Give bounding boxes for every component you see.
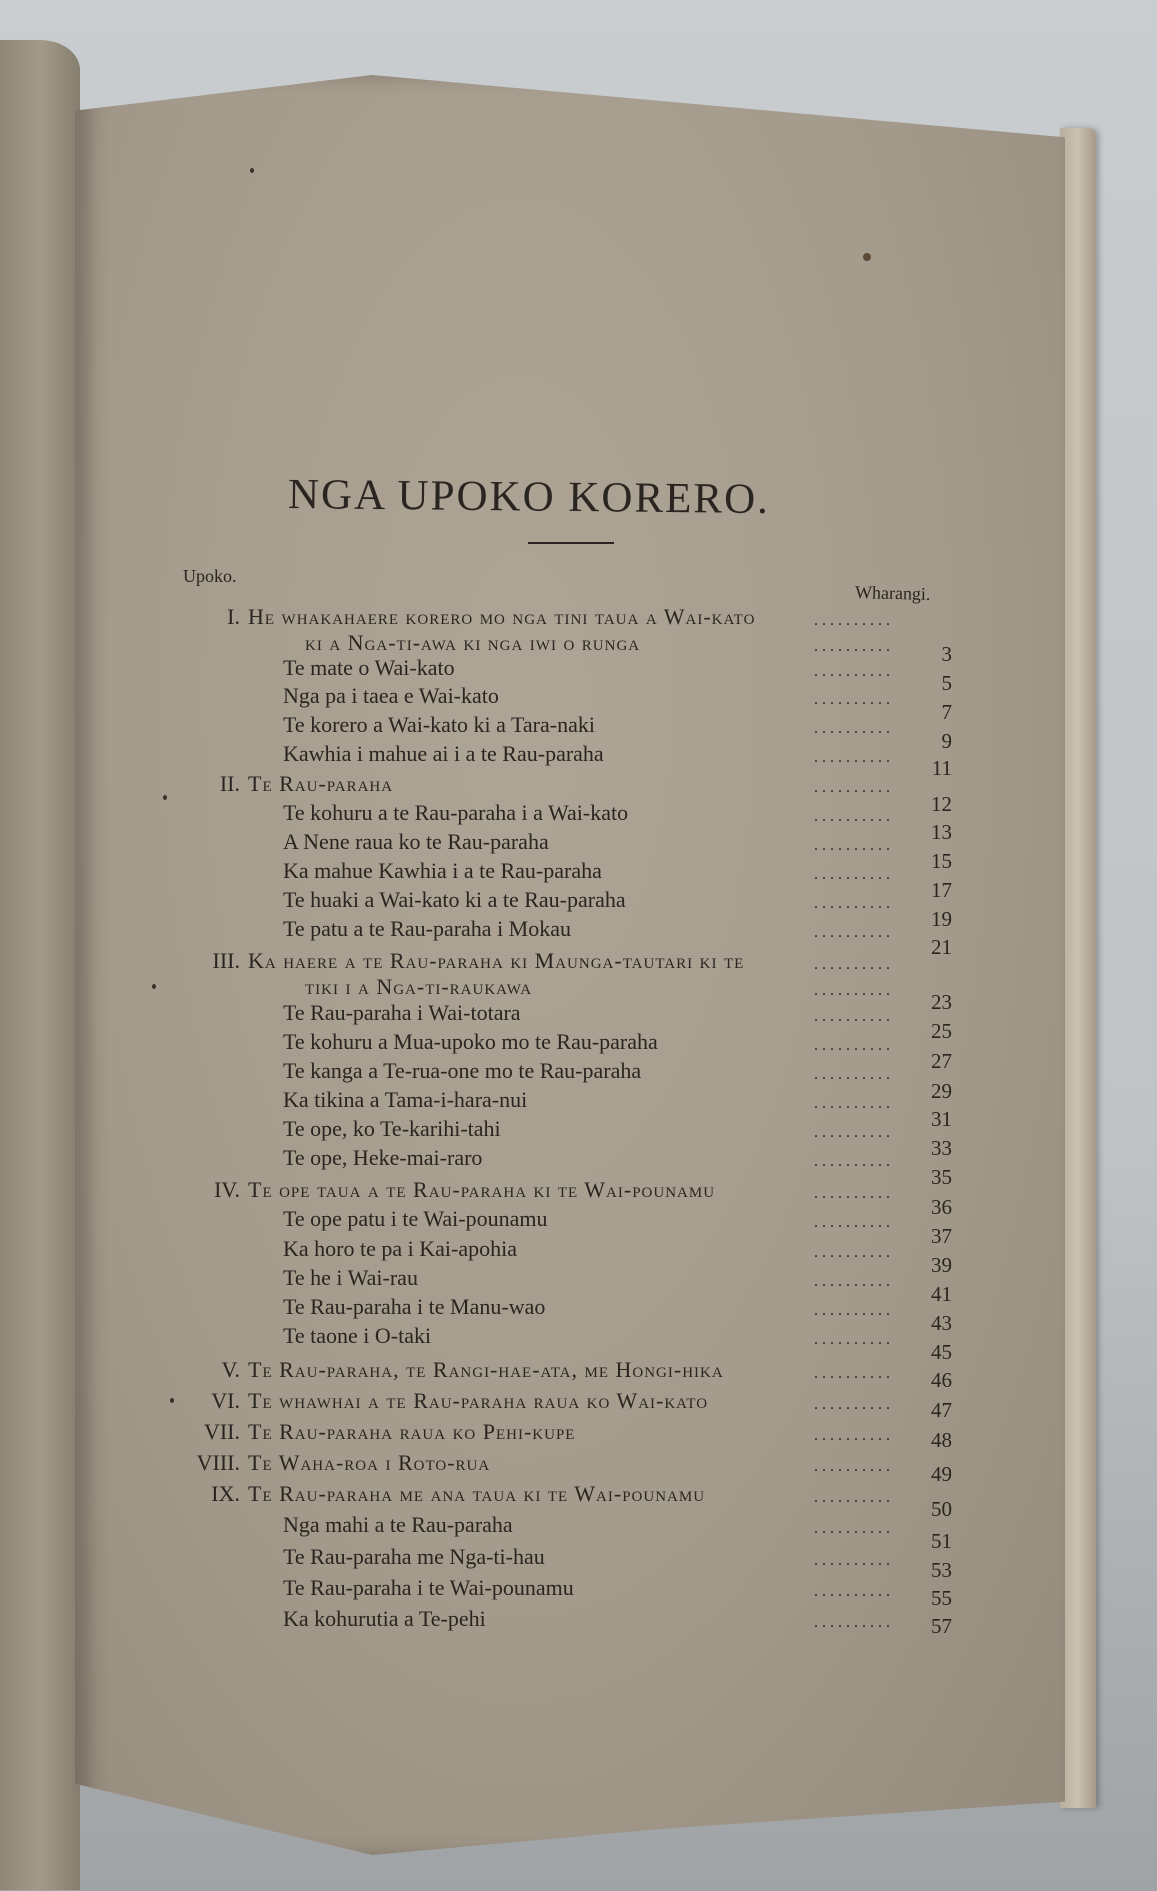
section-title: Ka tikina a Tama-i-hara-nui — [283, 1087, 528, 1112]
page-number: 25 — [931, 1019, 952, 1043]
page-number: 27 — [931, 1049, 952, 1073]
dot-leader: . . . . . . . . . . — [814, 808, 890, 825]
page-number: 23 — [931, 990, 952, 1014]
chapter-title: Te ope taua a te Rau-paraha ki te Wai-pounamu — [248, 1177, 716, 1202]
toc-entry — [0, 1357, 1157, 1392]
section-title: Ka mahue Kawhia i a te Rau-paraha — [283, 858, 602, 883]
page-number: 29 — [931, 1079, 952, 1103]
column-label-upoko: Upoko. — [183, 566, 237, 586]
chapter-title: Te Rau-paraha raua ko Pehi-kupe — [248, 1419, 576, 1444]
page-number: 57 — [931, 1614, 952, 1638]
toc-entry — [0, 655, 1157, 695]
section-title: Te korero a Wai-kato ki a Tara-naki — [283, 712, 595, 737]
page-number: 15 — [931, 849, 952, 873]
page-number: 7 — [941, 700, 952, 724]
toc-entry — [0, 1575, 1157, 1610]
section-title: Te huaki a Wai-kato ki a te Rau-paraha — [283, 887, 626, 912]
dot-leader: . . . . . . . . . . — [814, 638, 890, 655]
chapter-numeral: III. — [212, 948, 240, 973]
toc-entry — [0, 630, 1157, 666]
page-number: 45 — [931, 1340, 952, 1364]
page-number: 33 — [931, 1136, 952, 1160]
toc-entry — [0, 1206, 1157, 1248]
paper-speck — [163, 795, 167, 800]
dot-leader: . . . . . . . . . . — [814, 1037, 890, 1054]
section-title: Te Rau-paraha i Wai-totara — [283, 1000, 521, 1025]
dot-leader: . . . . . . . . . . — [814, 1520, 890, 1537]
toc-entry — [0, 948, 1157, 976]
toc-entry — [0, 712, 1157, 753]
toc-entry — [0, 916, 1157, 959]
section-title: Ka horo te pa i Kai-apohia — [283, 1236, 517, 1261]
dot-leader: . . . . . . . . . . — [814, 982, 890, 999]
section-title: Te ope patu i te Wai-pounamu — [283, 1206, 548, 1231]
dot-leader: . . . . . . . . . . — [814, 612, 890, 629]
paper-speck — [152, 984, 156, 989]
page-number: 12 — [931, 792, 952, 816]
section-title: Te ope, Heke-mai-raro — [283, 1145, 483, 1170]
chapter-numeral: II. — [219, 771, 240, 796]
section-title: Nga mahi a te Rau-paraha — [283, 1512, 513, 1537]
dot-leader: . . . . . . . . . . — [814, 1614, 890, 1631]
section-title: Te kanga a Te-rua-one mo te Rau-paraha — [283, 1058, 642, 1083]
dot-leader: . . . . . . . . . . — [814, 956, 890, 973]
page-title: NGA UPOKO KORERO. — [287, 471, 771, 524]
dot-leader: . . . . . . . . . . — [814, 1396, 890, 1413]
chapter-numeral: IX. — [211, 1481, 240, 1506]
section-title: Te patu a te Rau-paraha i Mokau — [283, 916, 572, 941]
section-title: Te Rau-paraha i te Wai-pounamu — [283, 1575, 574, 1600]
page-number: 48 — [931, 1428, 952, 1452]
page-number: 11 — [931, 756, 952, 780]
page-number: 39 — [931, 1253, 952, 1277]
chapter-title-continuation: ki a Nga-ti-awa ki nga iwi o runga — [305, 630, 641, 655]
dot-leader: . . . . . . . . . . — [814, 779, 890, 796]
page-number: 31 — [931, 1107, 952, 1131]
section-title: Te Rau-paraha me Nga-ti-hau — [283, 1544, 545, 1569]
toc-entry — [0, 1450, 1157, 1486]
page-number: 46 — [931, 1368, 952, 1392]
section-title: Te ope, ko Te-karihi-tahi — [283, 1116, 501, 1141]
chapter-title: Ka haere a te Rau-paraha ki Maunga-tautari ki te — [248, 948, 745, 973]
toc-entry — [0, 1265, 1157, 1306]
chapter-numeral: VII. — [203, 1419, 240, 1444]
dot-leader: . . . . . . . . . . — [814, 1185, 890, 1202]
page-number: 35 — [931, 1165, 952, 1189]
page-number: 43 — [931, 1311, 952, 1335]
chapter-numeral: V. — [221, 1357, 240, 1382]
dot-leader: . . . . . . . . . . — [814, 1095, 890, 1112]
section-title: Te he i Wai-rau — [283, 1265, 418, 1290]
dot-leader: . . . . . . . . . . — [814, 1008, 890, 1025]
section-title: Ka kohurutia a Te-pehi — [283, 1606, 486, 1631]
section-title: A Nene raua ko te Rau-paraha — [283, 829, 549, 854]
paper-speck — [250, 168, 254, 173]
dot-leader: . . . . . . . . . . — [814, 663, 890, 680]
section-title: Te kohuru a Mua-upoko mo te Rau-paraha — [283, 1029, 658, 1054]
section-title: Te mate o Wai-kato — [283, 655, 455, 680]
toc-entry — [0, 1236, 1157, 1277]
page-number: 37 — [931, 1224, 952, 1248]
page-number: 3 — [941, 642, 952, 666]
dot-leader: . . . . . . . . . . — [814, 1331, 890, 1348]
dot-leader: . . . . . . . . . . — [814, 1489, 890, 1506]
paper-stain — [863, 253, 871, 261]
chapter-title: Te Rau-paraha, te Rangi-hae-ata, me Hongi-hika — [248, 1357, 724, 1382]
page-number: 53 — [931, 1558, 952, 1582]
chapter-numeral: I. — [227, 604, 240, 629]
section-title: Te kohuru a te Rau-paraha i a Wai-kato — [283, 800, 629, 825]
chapter-numeral: VIII. — [196, 1450, 240, 1475]
chapter-title: Te whawhai a te Rau-paraha raua ko Wai-kato — [248, 1388, 709, 1413]
dot-leader: . . . . . . . . . . — [814, 1214, 890, 1231]
dot-leader: . . . . . . . . . . — [814, 691, 890, 708]
page-number: 36 — [931, 1195, 952, 1219]
page-number: 55 — [931, 1586, 952, 1610]
column-label-wharangi: Wharangi. — [854, 582, 931, 604]
dot-leader: . . . . . . . . . . — [814, 837, 890, 854]
toc-entry — [0, 1323, 1157, 1364]
dot-leader: . . . . . . . . . . — [814, 866, 890, 883]
chapter-title: He whakahaere korero mo nga tini taua a Wai-kato — [248, 604, 756, 629]
page-number: 13 — [931, 820, 952, 844]
page-number: 5 — [941, 671, 952, 695]
dot-leader: . . . . . . . . . . — [814, 1244, 890, 1261]
page-number: 21 — [931, 935, 952, 959]
toc-entry — [0, 741, 1157, 780]
dot-leader: . . . . . . . . . . — [814, 1273, 890, 1290]
page-number: 9 — [941, 729, 952, 753]
toc-entry — [0, 604, 1157, 632]
dot-leader: . . . . . . . . . . — [814, 1365, 890, 1382]
dot-leader: . . . . . . . . . . — [814, 1153, 890, 1170]
dot-leader: . . . . . . . . . . — [814, 1458, 890, 1475]
dot-leader: . . . . . . . . . . — [814, 720, 890, 737]
toc-entry — [0, 1481, 1157, 1521]
section-title: Nga pa i taea e Wai-kato — [283, 683, 499, 708]
paper-speck — [170, 1398, 174, 1403]
dot-leader: . . . . . . . . . . — [814, 1552, 890, 1569]
chapter-numeral: VI. — [211, 1388, 240, 1413]
dot-leader: . . . . . . . . . . — [814, 749, 890, 766]
page-number: 47 — [931, 1398, 952, 1422]
toc-entry — [0, 1145, 1157, 1189]
dot-leader: . . . . . . . . . . — [814, 895, 890, 912]
page-number: 49 — [931, 1462, 952, 1486]
toc-entry — [0, 1419, 1157, 1452]
chapter-title-continuation: tiki i a Nga-ti-raukawa — [305, 974, 533, 999]
dot-leader: . . . . . . . . . . — [814, 1124, 890, 1141]
dot-leader: . . . . . . . . . . — [814, 1066, 890, 1083]
toc-entry — [0, 1544, 1157, 1582]
chapter-title: Te Rau-paraha — [248, 771, 394, 796]
page-number: 17 — [931, 878, 952, 902]
chapter-numeral: IV. — [214, 1177, 240, 1202]
page-number: 41 — [931, 1282, 952, 1306]
dot-leader: . . . . . . . . . . — [814, 1302, 890, 1319]
section-title: Te taone i O-taki — [283, 1323, 432, 1348]
dot-leader: . . . . . . . . . . — [814, 924, 890, 941]
chapter-title: Te Rau-paraha me ana taua ki te Wai-pounamu — [248, 1481, 706, 1506]
toc-entry — [0, 1512, 1157, 1553]
page-number: 50 — [931, 1497, 952, 1521]
dot-leader: . . . . . . . . . . — [814, 1427, 890, 1444]
section-title: Kawhia i mahue ai i a te Rau-paraha — [283, 741, 604, 766]
toc-entry — [0, 683, 1157, 724]
toc-entry — [0, 1606, 1157, 1638]
section-title: Te Rau-paraha i te Manu-wao — [283, 1294, 546, 1319]
chapter-title: Te Waha-roa i Roto-rua — [248, 1450, 491, 1475]
dot-leader: . . . . . . . . . . — [814, 1583, 890, 1600]
toc-entry — [0, 1294, 1157, 1335]
page-number: 19 — [931, 907, 952, 931]
page-number: 51 — [931, 1529, 952, 1553]
